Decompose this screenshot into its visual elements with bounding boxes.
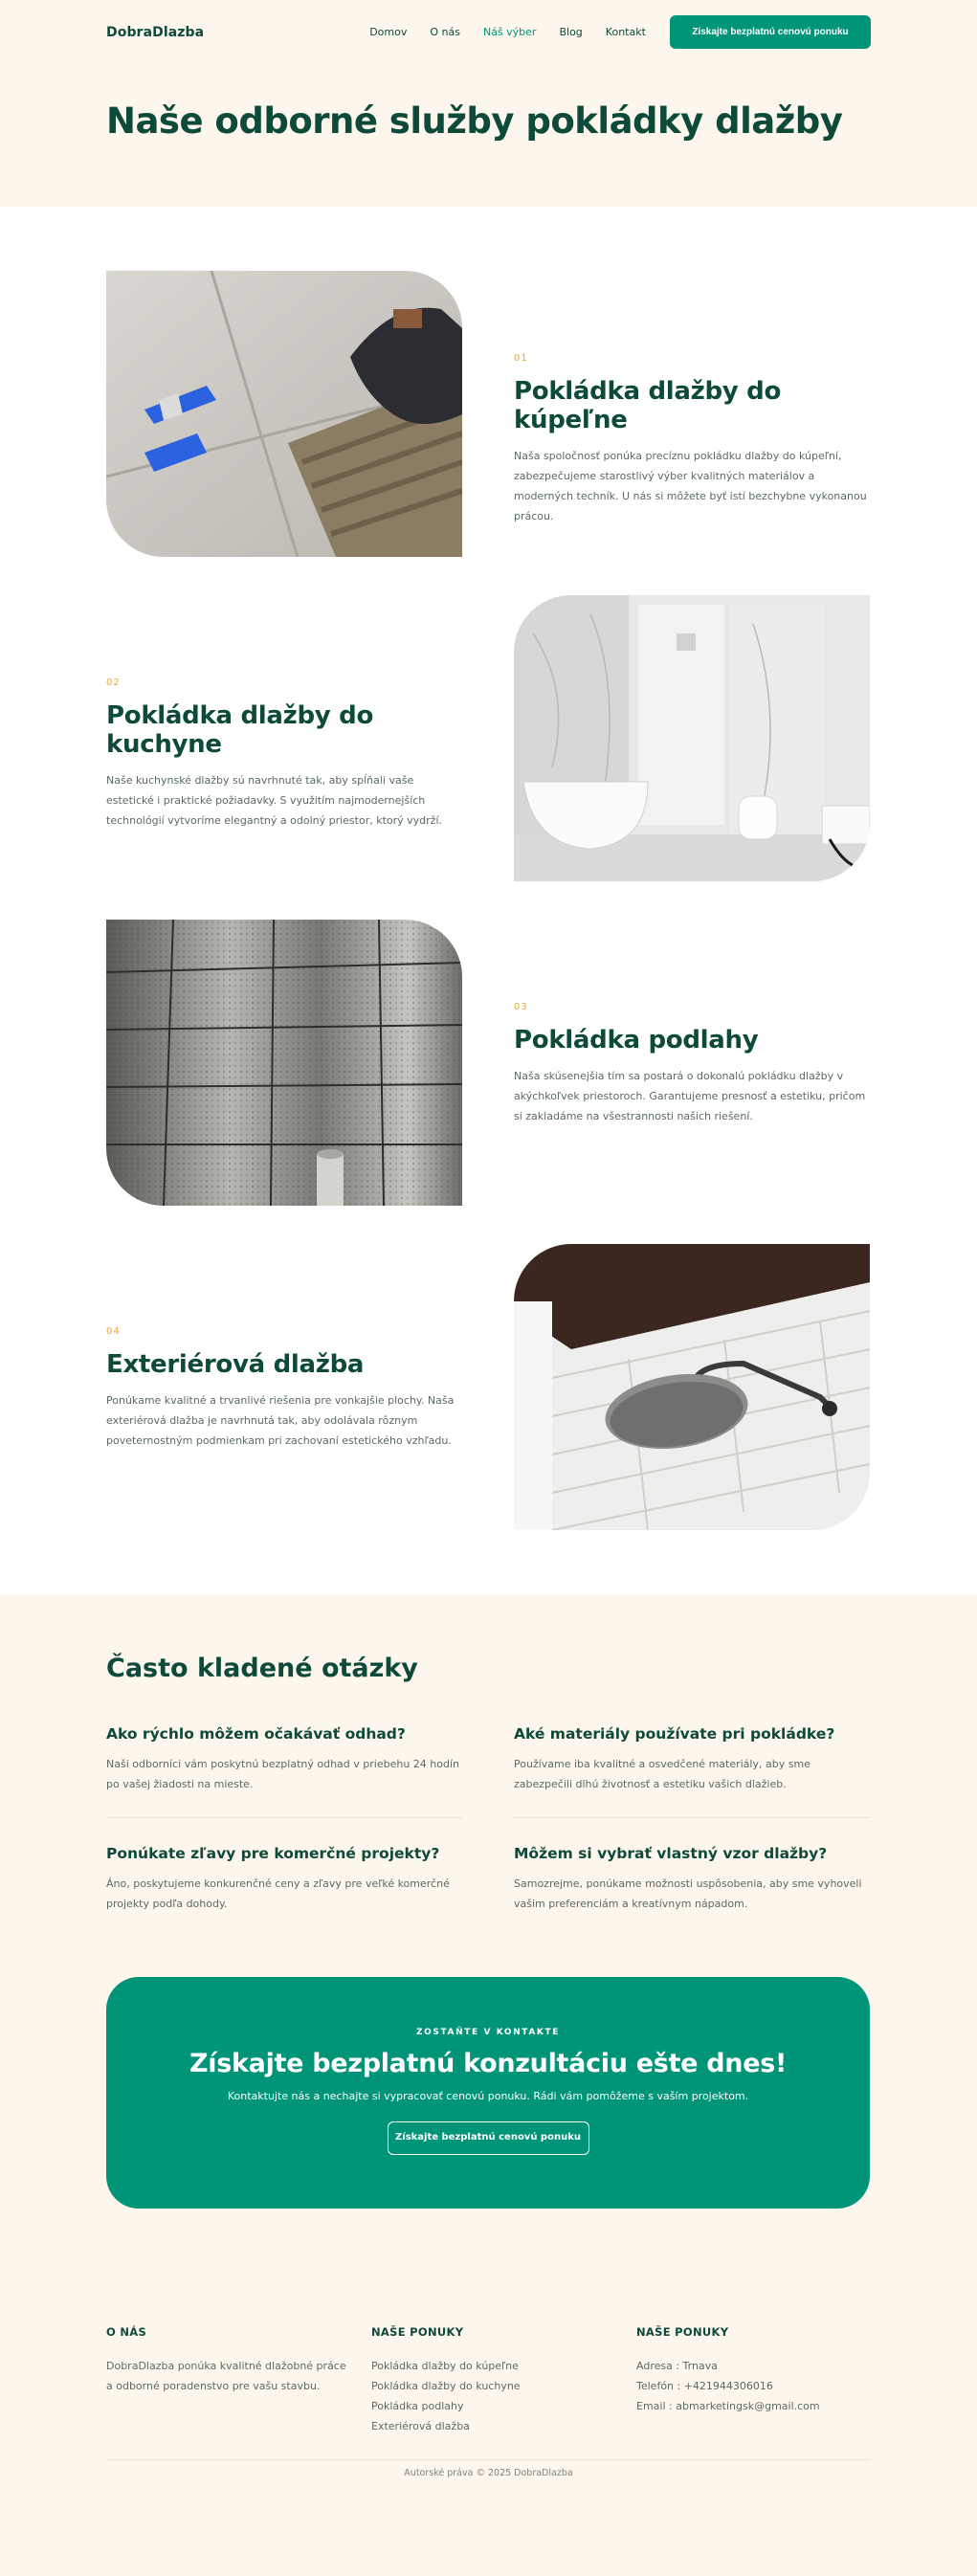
service-description: Naša spoločnosť ponúka precíznu pokládku dlažby do kúpeľní, zabezpečujeme starostlivý výber kvalitných materiálov a moderných techník. U nás si môžete byť istí bezchybne vykonanou prácou.: [514, 450, 867, 522]
footer-heading: NAŠE PONUKY: [636, 2325, 729, 2339]
footer-contact-list: [636, 2356, 885, 2416]
footer: [0, 2306, 977, 2576]
marble-bathroom-photo-icon: [514, 595, 870, 881]
faq-answer: Samozrejme, ponúkame možnosti uspôsobenia, aby sme vyhoveli vašim preferenciám a kreatívnym nápadom.: [514, 1877, 862, 1910]
footer-link[interactable]: Pokládka podlahy: [371, 2400, 464, 2412]
faq-question: Ponúkate zľavy pre komerčné projekty?: [106, 1845, 440, 1862]
faq-answer: Naši odborníci vám poskytnú bezplatný odhad v priebehu 24 hodín po vašej žiadosti na mieste.: [106, 1758, 460, 1790]
nav-quote-button[interactable]: Získajte bezplatnú cenovú ponuku: [670, 15, 871, 49]
faq-divider: [514, 1817, 870, 1818]
service-text: [514, 1002, 870, 1126]
service-text: [106, 677, 462, 831]
faq-divider: [106, 1817, 462, 1818]
footer-heading: O NÁS: [106, 2325, 147, 2339]
service-item-exterior: [106, 1244, 870, 1530]
copyright: Autorské práva © 2025 DobraDlazba: [404, 2468, 573, 2478]
footer-contact: [636, 2325, 885, 2416]
footer-phone[interactable]: Telefón : +421944306016: [636, 2380, 773, 2392]
service-number: 01: [514, 353, 528, 364]
footer-heading: NAŠE PONUKY: [371, 2325, 464, 2339]
cta-banner: [106, 1977, 870, 2209]
main-menu: [369, 26, 669, 38]
service-text: [106, 1326, 462, 1451]
footer-offers: [371, 2325, 620, 2436]
nav-item-nas-vyber[interactable]: Náš výber: [482, 26, 537, 38]
service-title: Pokládka dlažby do kúpeľne: [514, 377, 782, 434]
service-text: [514, 353, 870, 526]
cta-eyebrow: ZOSTAŇTE V KONTAKTE: [416, 2028, 560, 2037]
faq-item: [106, 1845, 462, 1914]
service-description: Naša skúsenejšia tím sa postará o dokonalú pokládku dlažby v akýchkoľvek priestoroch. Garantujeme presnosť a estetiku, pričom si zakladáme na všestrannosti našich riešení.: [514, 1070, 866, 1122]
service-title: Exteriérová dlažba: [106, 1350, 365, 1379]
footer-link[interactable]: Pokládka dlažby do kuchyne: [371, 2380, 521, 2392]
service-description: Naše kuchynské dlažby sú navrhnuté tak, aby spĺňali vaše estetické i praktické požiadavky. S využitím najmodernejších technológií vytvoríme elegantný a odolný priestor, ktorý vydrží.: [106, 774, 443, 827]
service-item-floor: [106, 920, 870, 1206]
faq-answer: Používame iba kvalitné a osvedčené materiály, aby sme zabezpečili dlhú životnosť a estetiku vašich dlažieb.: [514, 1758, 810, 1790]
service-title: Pokládka dlažby do kuchyne: [106, 701, 374, 759]
site-logo[interactable]: DobraDlazba: [106, 24, 205, 40]
faq-question: Aké materiály používate pri pokládke?: [514, 1725, 835, 1743]
tile-spacers-photo-icon: [106, 271, 462, 557]
metallic-tiles-photo-icon: [106, 920, 462, 1206]
faq-title: Často kladené otázky: [106, 1654, 418, 1683]
footer-link[interactable]: Pokládka dlažby do kúpeľne: [371, 2360, 519, 2372]
services-section: [0, 207, 977, 1594]
faq-answer: Áno, poskytujeme konkurenčné ceny a zľavy pre veľké komerčné projekty podľa dohody.: [106, 1877, 450, 1910]
top-navigation: [106, 15, 871, 49]
faq-section: [0, 1594, 977, 1977]
footer-offers-list: [371, 2356, 620, 2436]
footer-address: Adresa : Trnava: [636, 2360, 718, 2372]
hero-section: [0, 0, 977, 207]
service-description: Ponúkame kvalitné a trvanlivé riešenia pre vonkajšie plochy. Naša exteriérová dlažba je navrhnutá tak, aby odolávala rôznym poveternostným podmienkam pri zachovaní estetického vzhľadu.: [106, 1394, 455, 1447]
service-number: 02: [106, 677, 121, 688]
service-item-kitchen: [106, 595, 870, 881]
footer-about: [106, 2325, 355, 2396]
cta-title: Získajte bezplatnú konzultáciu ešte dnes!: [189, 2049, 787, 2078]
service-item-bathroom: [106, 271, 870, 557]
faq-item: [514, 1725, 870, 1794]
nav-item-domov[interactable]: Domov: [369, 26, 408, 38]
faq-question: Ako rýchlo môžem očakávať odhad?: [106, 1725, 406, 1743]
page-title: Naše odborné služby pokládky dlažby: [106, 100, 843, 142]
cta-subtitle: Kontaktujte nás a nechajte si vypracovať cenovú ponuku. Rádi vám pomôžeme s vaším projektom.: [227, 2090, 749, 2102]
nav-item-blog[interactable]: Blog: [559, 26, 583, 38]
footer-link[interactable]: Exteriérová dlažba: [371, 2420, 470, 2432]
footer-divider: [106, 2459, 871, 2460]
service-number: 03: [514, 1002, 528, 1012]
nav-item-o-nas[interactable]: O nás: [430, 26, 460, 38]
nav-item-kontakt[interactable]: Kontakt: [605, 26, 646, 38]
service-title: Pokládka podlahy: [514, 1026, 759, 1055]
footer-email[interactable]: Email : abmarketingsk@gmail.com: [636, 2400, 820, 2412]
faq-item: [514, 1845, 870, 1914]
cta-section: [0, 1977, 977, 2306]
cta-quote-button[interactable]: Získajte bezplatnú cenovú ponuku: [388, 2121, 589, 2155]
shower-head-photo-icon: [514, 1244, 870, 1530]
footer-about-text: DobraDlazba ponúka kvalitné dlažobné práce a odborné poradenstvo pre vašu stavbu.: [106, 2360, 346, 2392]
faq-item: [106, 1725, 462, 1794]
faq-question: Môžem si vybrať vlastný vzor dlažby?: [514, 1845, 828, 1862]
service-number: 04: [106, 1326, 121, 1337]
